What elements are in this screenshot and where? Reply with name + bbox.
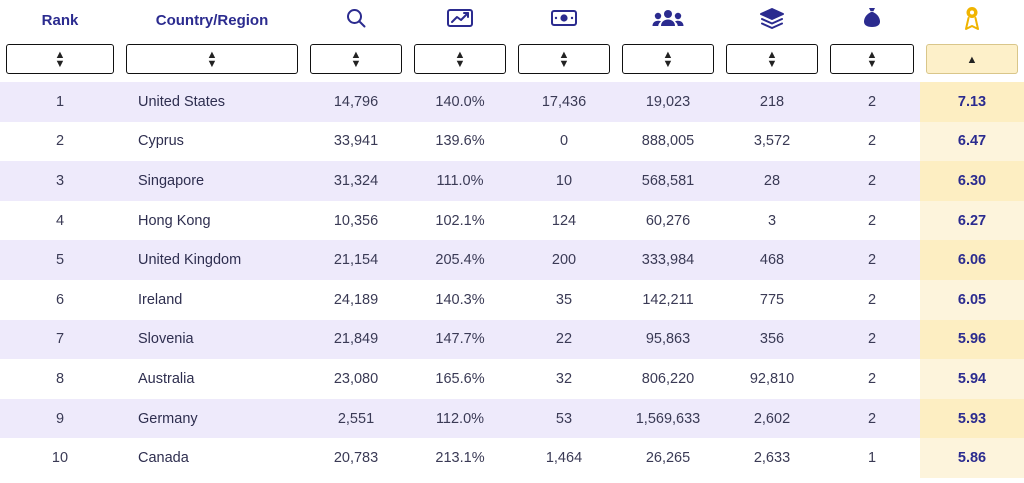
sort-arrows-icon: ▲ ▼	[558, 49, 570, 70]
table-row[interactable]	[0, 280, 1024, 320]
cell-people: 19,023	[616, 82, 720, 122]
cell-country: Ireland	[120, 280, 304, 320]
award-medal-icon	[960, 5, 984, 31]
cell-score: 6.06	[920, 240, 1024, 280]
layers-plus-icon	[758, 6, 786, 30]
sort-ascending-icon: ▲	[966, 53, 978, 66]
cell-people: 142,211	[616, 280, 720, 320]
people-icon	[652, 7, 684, 29]
cell-layers: 3	[720, 201, 824, 241]
sort-cell-search	[304, 40, 408, 82]
sort-cell-rank	[0, 40, 120, 82]
cell-country: United Kingdom	[120, 240, 304, 280]
cell-search: 14,796	[304, 82, 408, 122]
cell-bag: 2	[824, 122, 920, 162]
cell-bag: 2	[824, 82, 920, 122]
table-row[interactable]	[0, 82, 1024, 122]
cell-people: 333,984	[616, 240, 720, 280]
sort-arrows-icon: ▲ ▼	[54, 49, 66, 70]
cell-country: Singapore	[120, 161, 304, 201]
cell-rank: 4	[0, 201, 120, 241]
trend-chart-icon	[446, 6, 474, 30]
table-row[interactable]	[0, 161, 1024, 201]
cell-trend: 139.6%	[408, 122, 512, 162]
column-header-score[interactable]	[920, 0, 1024, 40]
cell-score: 5.96	[920, 320, 1024, 360]
cell-search: 31,324	[304, 161, 408, 201]
sort-button-country[interactable]	[126, 44, 298, 74]
cell-score: 5.86	[920, 438, 1024, 478]
column-header-layers[interactable]	[720, 0, 824, 40]
cell-country: Germany	[120, 399, 304, 439]
cell-money: 53	[512, 399, 616, 439]
cell-layers: 28	[720, 161, 824, 201]
cell-search: 23,080	[304, 359, 408, 399]
cell-people: 95,863	[616, 320, 720, 360]
cell-layers: 468	[720, 240, 824, 280]
cell-search: 20,783	[304, 438, 408, 478]
cell-score: 5.94	[920, 359, 1024, 399]
table-row[interactable]	[0, 399, 1024, 439]
sort-button-rank[interactable]	[6, 44, 114, 74]
cell-trend: 140.3%	[408, 280, 512, 320]
sort-button-trend[interactable]	[414, 44, 506, 74]
cell-country: Canada	[120, 438, 304, 478]
cell-money: 22	[512, 320, 616, 360]
column-header-trend[interactable]	[408, 0, 512, 40]
cell-people: 568,581	[616, 161, 720, 201]
cell-money: 124	[512, 201, 616, 241]
sort-arrows-icon: ▲ ▼	[206, 49, 218, 70]
column-header-rank-label: Rank	[41, 11, 79, 29]
sort-arrows-icon: ▲ ▼	[350, 49, 362, 70]
column-header-people[interactable]	[616, 0, 720, 40]
cell-rank: 8	[0, 359, 120, 399]
banknote-icon	[550, 7, 578, 29]
cell-trend: 165.6%	[408, 359, 512, 399]
sort-button-bag[interactable]	[830, 44, 914, 74]
cell-trend: 112.0%	[408, 399, 512, 439]
column-header-rank[interactable]	[0, 0, 120, 40]
sort-cell-country	[120, 40, 304, 82]
table-row[interactable]	[0, 320, 1024, 360]
sort-button-layers[interactable]	[726, 44, 818, 74]
cell-rank: 7	[0, 320, 120, 360]
cell-search: 24,189	[304, 280, 408, 320]
cell-rank: 5	[0, 240, 120, 280]
cell-trend: 102.1%	[408, 201, 512, 241]
sort-cell-trend	[408, 40, 512, 82]
table-row[interactable]	[0, 201, 1024, 241]
cell-layers: 218	[720, 82, 824, 122]
table-row[interactable]	[0, 240, 1024, 280]
cell-rank: 10	[0, 438, 120, 478]
table-row[interactable]	[0, 359, 1024, 399]
cell-bag: 1	[824, 438, 920, 478]
cell-bag: 2	[824, 161, 920, 201]
column-header-bag[interactable]	[824, 0, 920, 40]
sort-controls-row	[0, 40, 1024, 82]
sort-arrows-icon: ▲ ▼	[662, 49, 674, 70]
cell-search: 21,154	[304, 240, 408, 280]
sort-arrows-icon: ▲ ▼	[454, 49, 466, 70]
cell-people: 1,569,633	[616, 399, 720, 439]
column-header-country[interactable]	[120, 0, 304, 40]
table-header	[0, 0, 1024, 82]
column-header-money[interactable]	[512, 0, 616, 40]
cell-layers: 2,633	[720, 438, 824, 478]
sort-cell-layers	[720, 40, 824, 82]
cell-country: Cyprus	[120, 122, 304, 162]
cell-people: 806,220	[616, 359, 720, 399]
cell-country: Slovenia	[120, 320, 304, 360]
cell-trend: 140.0%	[408, 82, 512, 122]
cell-bag: 2	[824, 359, 920, 399]
cell-people: 888,005	[616, 122, 720, 162]
cell-search: 10,356	[304, 201, 408, 241]
cell-score: 7.13	[920, 82, 1024, 122]
cell-rank: 1	[0, 82, 120, 122]
cell-rank: 9	[0, 399, 120, 439]
cell-score: 5.93	[920, 399, 1024, 439]
cell-money: 200	[512, 240, 616, 280]
cell-score: 6.30	[920, 161, 1024, 201]
sort-button-people[interactable]	[622, 44, 714, 74]
table-row[interactable]	[0, 438, 1024, 478]
cell-search: 21,849	[304, 320, 408, 360]
cell-bag: 2	[824, 280, 920, 320]
cell-country: Hong Kong	[120, 201, 304, 241]
cell-bag: 2	[824, 201, 920, 241]
sort-button-score[interactable]	[926, 44, 1018, 74]
sort-button-search[interactable]	[310, 44, 402, 74]
cell-layers: 3,572	[720, 122, 824, 162]
cell-money: 10	[512, 161, 616, 201]
cell-score: 6.47	[920, 122, 1024, 162]
cell-country: Australia	[120, 359, 304, 399]
table-row[interactable]	[0, 122, 1024, 162]
sort-cell-people	[616, 40, 720, 82]
cell-people: 60,276	[616, 201, 720, 241]
sort-arrows-icon: ▲ ▼	[866, 49, 878, 70]
cell-trend: 213.1%	[408, 438, 512, 478]
cell-money: 1,464	[512, 438, 616, 478]
cell-layers: 356	[720, 320, 824, 360]
sort-cell-money	[512, 40, 616, 82]
cell-score: 6.05	[920, 280, 1024, 320]
cell-country: United States	[120, 82, 304, 122]
cell-money: 35	[512, 280, 616, 320]
table-body	[0, 82, 1024, 478]
sort-button-money[interactable]	[518, 44, 610, 74]
cell-rank: 6	[0, 280, 120, 320]
cell-score: 6.27	[920, 201, 1024, 241]
sort-cell-score	[920, 40, 1024, 82]
cell-search: 2,551	[304, 399, 408, 439]
sort-arrows-icon: ▲ ▼	[766, 49, 778, 70]
cell-bag: 2	[824, 399, 920, 439]
cell-bag: 2	[824, 320, 920, 360]
cell-search: 33,941	[304, 122, 408, 162]
column-header-search[interactable]	[304, 0, 408, 40]
cell-money: 32	[512, 359, 616, 399]
cell-money: 0	[512, 122, 616, 162]
cell-trend: 205.4%	[408, 240, 512, 280]
cell-money: 17,436	[512, 82, 616, 122]
header-row	[0, 0, 1024, 40]
money-bag-icon	[860, 6, 884, 30]
cell-people: 26,265	[616, 438, 720, 478]
column-header-country-label: Country/Region	[155, 11, 269, 29]
cell-trend: 111.0%	[408, 161, 512, 201]
search-icon	[344, 6, 368, 30]
cell-rank: 2	[0, 122, 120, 162]
cell-layers: 92,810	[720, 359, 824, 399]
sort-cell-bag	[824, 40, 920, 82]
cell-rank: 3	[0, 161, 120, 201]
cell-layers: 775	[720, 280, 824, 320]
cell-bag: 2	[824, 240, 920, 280]
cell-layers: 2,602	[720, 399, 824, 439]
cell-trend: 147.7%	[408, 320, 512, 360]
